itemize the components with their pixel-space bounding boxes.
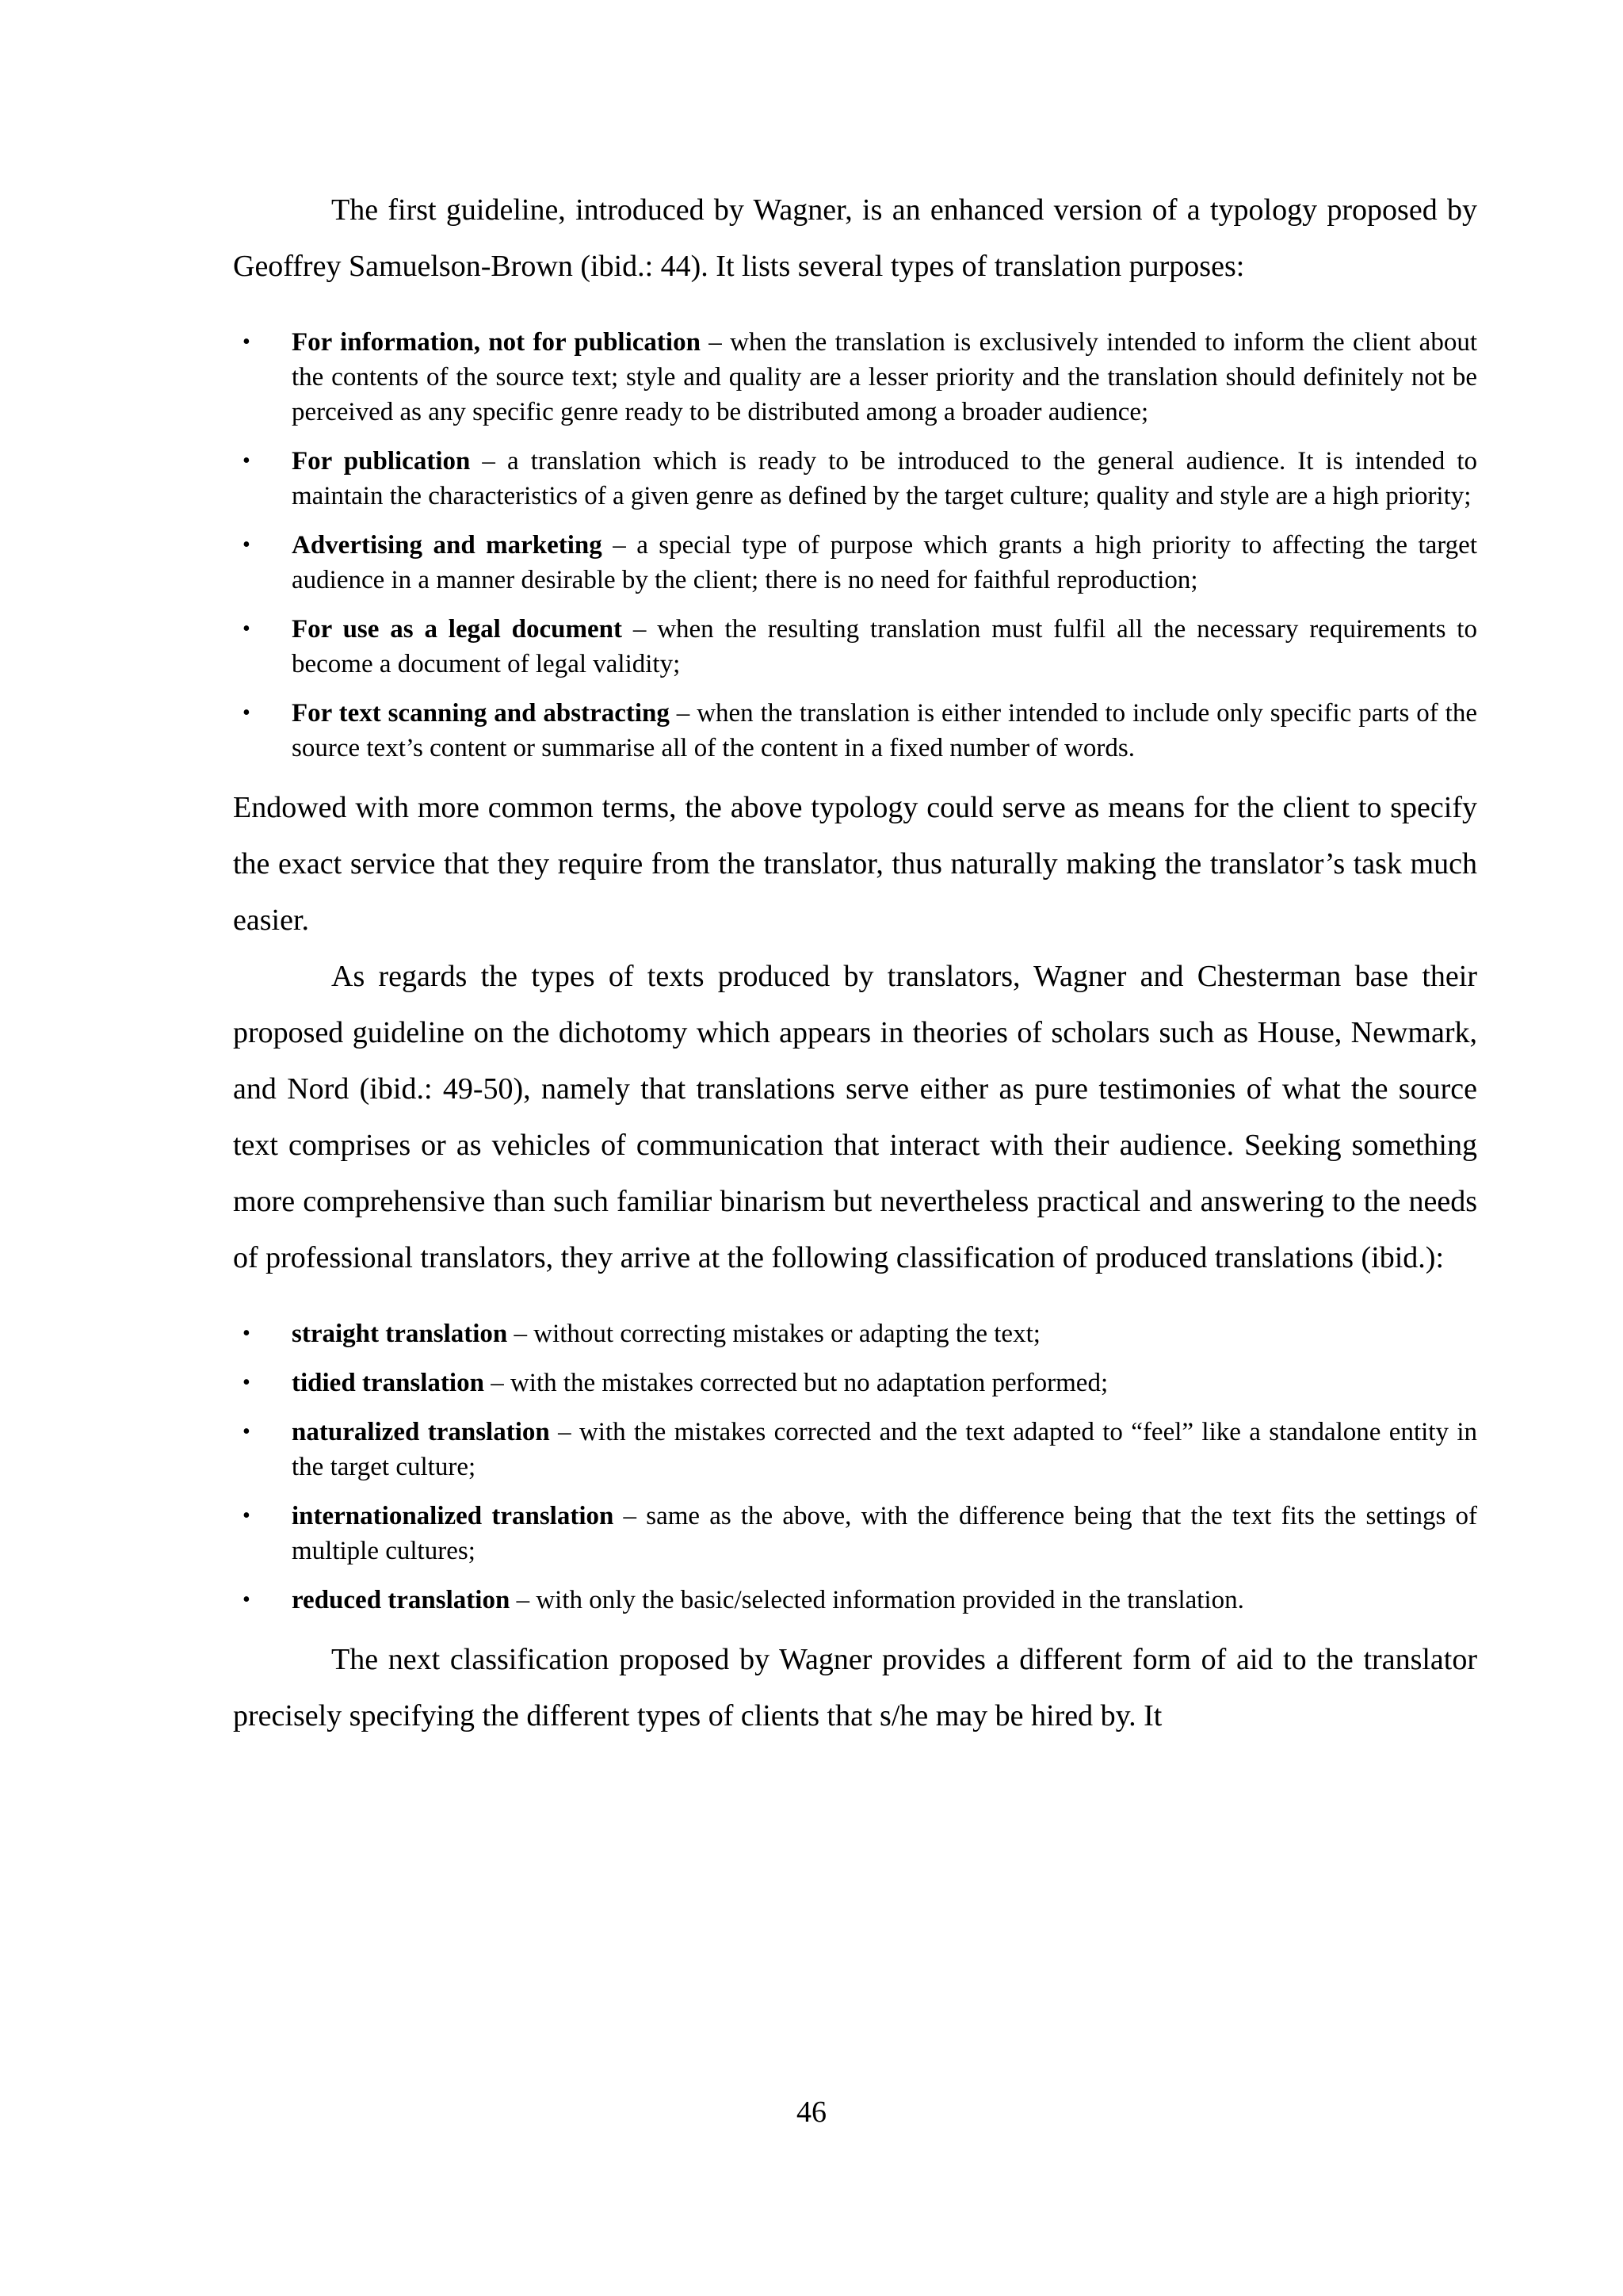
list-item-term: straight translation (292, 1320, 508, 1348)
list-item-description: – a translation which is ready to be introduced to the general audience. It is intended to maintain the characteristics of a given genre as defined by the target culture; quality and style are a high priority; (292, 447, 1477, 510)
list-item (233, 696, 1477, 766)
list-item (233, 612, 1477, 682)
paragraph-typology-comment: Endowed with more common terms, the above typology could serve as means for the client to specify the exact service that they require from the translator, thus naturally making the translator’s task much easier. (233, 791, 1477, 937)
list-item-description: – when the resulting translation must fulfil all the necessary requirements to become a document of legal validity; (292, 615, 1477, 678)
bullet-icon: • (242, 330, 250, 354)
list-item-description: – with the mistakes corrected but no adaptation performed; (483, 1369, 1109, 1397)
translation-types-list (233, 1316, 1477, 1618)
purposes-list (233, 325, 1477, 766)
list-item (233, 528, 1477, 598)
page-number: 46 (796, 2095, 827, 2129)
list-item-description: – with only the basic/selected information provided in the translation. (510, 1586, 1244, 1614)
bullet-icon: • (242, 1503, 250, 1528)
list-item (233, 444, 1477, 514)
list-item (233, 325, 1477, 430)
list-item-description: – same as the above, with the difference being that the text fits the settings of multiple cultures; (292, 1502, 1477, 1565)
bullet-icon: • (242, 1321, 250, 1346)
list-item-term: internationalized translation (292, 1502, 614, 1530)
bullet-icon: • (242, 1587, 250, 1612)
list-item (233, 1583, 1477, 1618)
list-item (233, 1415, 1477, 1484)
page-body (233, 182, 1477, 1744)
list-item-term: For information, not for publication (292, 328, 701, 357)
paragraph-intro: The first guideline, introduced by Wagner, is an enhanced version of a typology proposed by Geoffrey Samuelson-Brown (ibid.: 44). It lists several types of translation purposes: (233, 193, 1477, 283)
list-item-term: tidied translation (292, 1369, 484, 1397)
list-item-description: – a special type of purpose which grants a high priority to affecting the target audience in a manner desirable by the client; there is no need for faithful reproduction; (292, 531, 1477, 594)
list-item (233, 1499, 1477, 1568)
bullet-icon: • (242, 1370, 250, 1395)
bullet-icon: • (242, 1419, 250, 1444)
list-item-term: Advertising and marketing (292, 531, 602, 560)
list-item-description: – with the mistakes corrected and the text adapted to “feel” like a standalone entity in the target culture; (292, 1418, 1477, 1481)
list-item-term: reduced translation (292, 1586, 510, 1614)
bullet-icon: • (242, 449, 250, 473)
list-item-term: For use as a legal document (292, 615, 622, 644)
bullet-icon: • (242, 617, 250, 641)
list-item (233, 1366, 1477, 1400)
list-item-description: – when the translation is either intended to include only specific parts of the source text’s content or summarise all of the content in a fixed number of words. (292, 699, 1477, 762)
list-item-description: – when the translation is exclusively intended to inform the client about the contents of the source text; style and quality are a lesser priority and the translation should definitely not be perceived as any specific genre ready to be distributed among a broader audience; (292, 328, 1477, 426)
bullet-icon: • (242, 533, 250, 557)
list-item-term: naturalized translation (292, 1418, 550, 1446)
list-item-term: For publication (292, 447, 471, 476)
paragraph-client-types: The next classification proposed by Wagner provides a different form of aid to the translator precisely specifying the different types of clients that s/he may be hired by. It (233, 1643, 1477, 1733)
list-item-description: – without correcting mistakes or adapting the text; (507, 1320, 1041, 1348)
paragraph-text-types: As regards the types of texts produced by translators, Wagner and Chesterman base their proposed guideline on the dichotomy which appears in theories of scholars such as House, Newmark, and Nord (ibid.: 49-50), namely that translations serve either as pure testimonies of what the source text comprises or as vehicles of communication that interact with their audience. Seeking something more comprehensive than such familiar binarism but nevertheless practical and answering to the needs of professional translators, they arrive at the following classification of produced translations (ibid.): (233, 960, 1477, 1274)
bullet-icon: • (242, 701, 250, 725)
list-item (233, 1316, 1477, 1351)
list-item-term: For text scanning and abstracting (292, 699, 670, 728)
